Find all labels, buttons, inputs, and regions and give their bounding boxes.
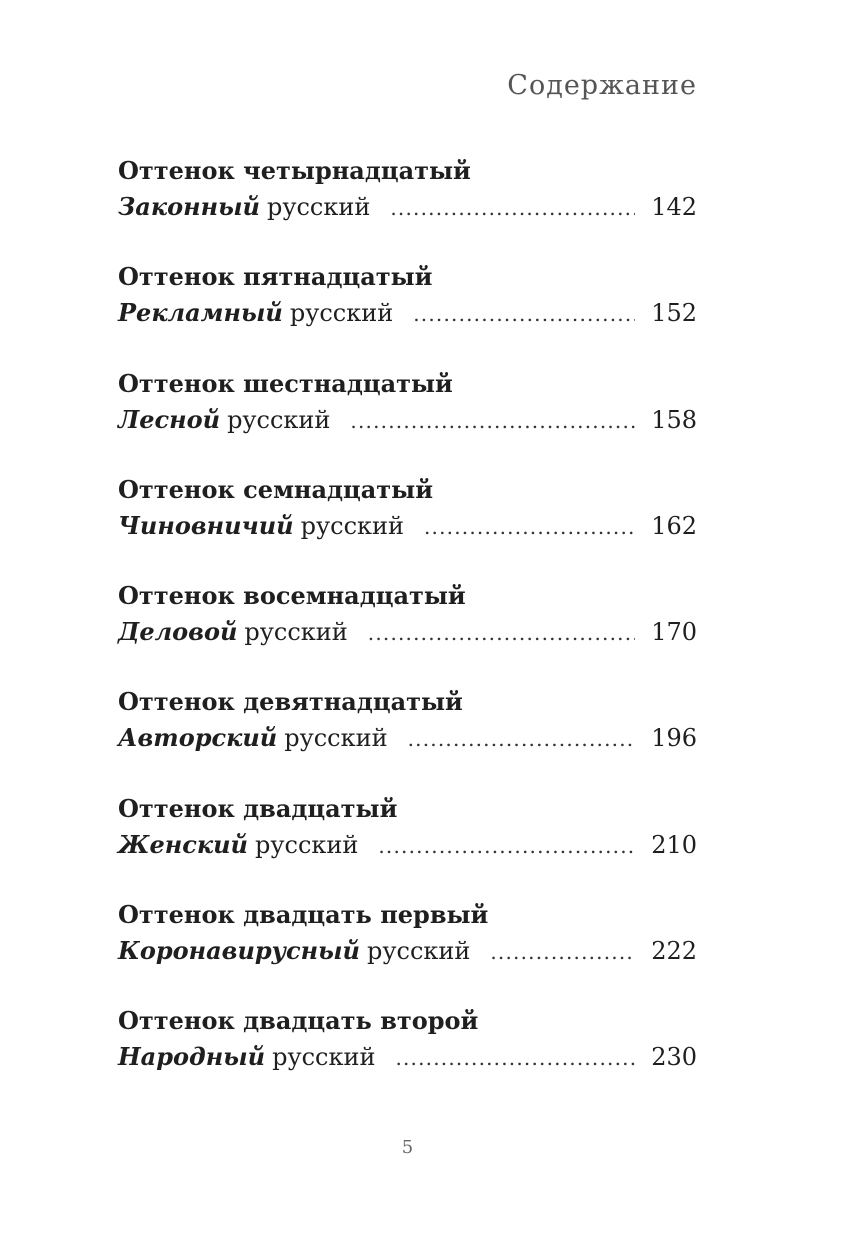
dot-leader bbox=[395, 1041, 635, 1075]
chapter-subtitle-line bbox=[118, 1040, 697, 1075]
chapter-subtitle-line bbox=[118, 721, 697, 756]
page-number: 210 bbox=[651, 830, 697, 859]
chapter-title: Оттенок шестнадцатый bbox=[118, 368, 453, 398]
dot-leader bbox=[408, 722, 636, 756]
chapter-subtitle-line bbox=[118, 296, 697, 331]
chapter-subtitle-rest: русский bbox=[367, 937, 471, 966]
dot-leader bbox=[350, 404, 635, 438]
dot-leader bbox=[490, 935, 635, 969]
chapter-subtitle-line bbox=[118, 615, 697, 650]
toc-entry[interactable] bbox=[118, 792, 697, 898]
toc-entry[interactable] bbox=[118, 367, 697, 473]
chapter-title: Оттенок двадцать второй bbox=[118, 1006, 479, 1036]
chapter-subtitle-rest: русский bbox=[284, 724, 388, 753]
page-folio-number: 5 bbox=[401, 1137, 414, 1158]
dot-leader bbox=[424, 510, 635, 544]
toc-entry[interactable] bbox=[118, 260, 697, 366]
page-number: 222 bbox=[651, 937, 697, 966]
page-number: 162 bbox=[651, 511, 697, 540]
table-of-contents bbox=[118, 154, 697, 1111]
dot-leader bbox=[390, 191, 635, 225]
chapter-title: Оттенок двадцать первый bbox=[118, 900, 489, 930]
chapter-subtitle-emphasis: Законный bbox=[118, 192, 260, 221]
chapter-subtitle-line bbox=[118, 934, 697, 969]
chapter-subtitle-emphasis: Женский bbox=[118, 829, 249, 859]
toc-entry[interactable] bbox=[118, 685, 697, 791]
chapter-subtitle-emphasis: Народный bbox=[118, 1042, 266, 1072]
chapter-subtitle-line bbox=[118, 509, 697, 544]
page-number: 170 bbox=[651, 618, 697, 647]
chapter-subtitle-line bbox=[118, 190, 697, 225]
chapter-title: Оттенок девятнадцатый bbox=[118, 687, 463, 717]
chapter-subtitle-rest: русский bbox=[266, 193, 371, 221]
chapter-subtitle-emphasis: Коронавирусный bbox=[118, 936, 361, 966]
page-number: 152 bbox=[651, 299, 697, 328]
page-number: 230 bbox=[651, 1043, 697, 1072]
chapter-subtitle-emphasis: Авторский bbox=[118, 723, 278, 753]
page-number: 158 bbox=[651, 405, 697, 434]
dot-leader bbox=[413, 297, 635, 331]
chapter-subtitle-rest: русский bbox=[227, 405, 331, 434]
chapter-subtitle-rest: русский bbox=[244, 618, 348, 647]
chapter-subtitle-line bbox=[118, 828, 697, 863]
dot-leader bbox=[378, 829, 635, 863]
chapter-subtitle-rest: русский bbox=[272, 1043, 376, 1072]
chapter-subtitle-rest: русский bbox=[300, 511, 404, 540]
chapter-subtitle-emphasis: Чиновничий bbox=[118, 510, 294, 540]
chapter-subtitle-emphasis: Рекламный bbox=[118, 298, 283, 328]
running-head: Содержание bbox=[507, 70, 697, 101]
toc-entry[interactable] bbox=[118, 1004, 697, 1110]
page-number: 196 bbox=[651, 724, 697, 753]
chapter-subtitle-line bbox=[118, 403, 697, 438]
toc-entry[interactable] bbox=[118, 898, 697, 1004]
chapter-title: Оттенок восемнадцатый bbox=[118, 581, 466, 611]
chapter-title: Оттенок двадцатый bbox=[118, 793, 398, 823]
chapter-subtitle-emphasis: Лесной bbox=[118, 404, 221, 434]
toc-entry[interactable] bbox=[118, 154, 697, 260]
page-number: 142 bbox=[651, 193, 697, 221]
chapter-title: Оттенок четырнадцатый bbox=[118, 156, 471, 185]
dot-leader bbox=[368, 616, 635, 650]
chapter-subtitle-rest: русский bbox=[289, 299, 394, 328]
chapter-subtitle-rest: русский bbox=[255, 830, 359, 859]
chapter-subtitle-emphasis: Деловой bbox=[118, 617, 238, 647]
chapter-title: Оттенок пятнадцатый bbox=[118, 262, 433, 292]
toc-entry[interactable] bbox=[118, 473, 697, 579]
chapter-title: Оттенок семнадцатый bbox=[118, 474, 434, 504]
toc-entry[interactable] bbox=[118, 579, 697, 685]
